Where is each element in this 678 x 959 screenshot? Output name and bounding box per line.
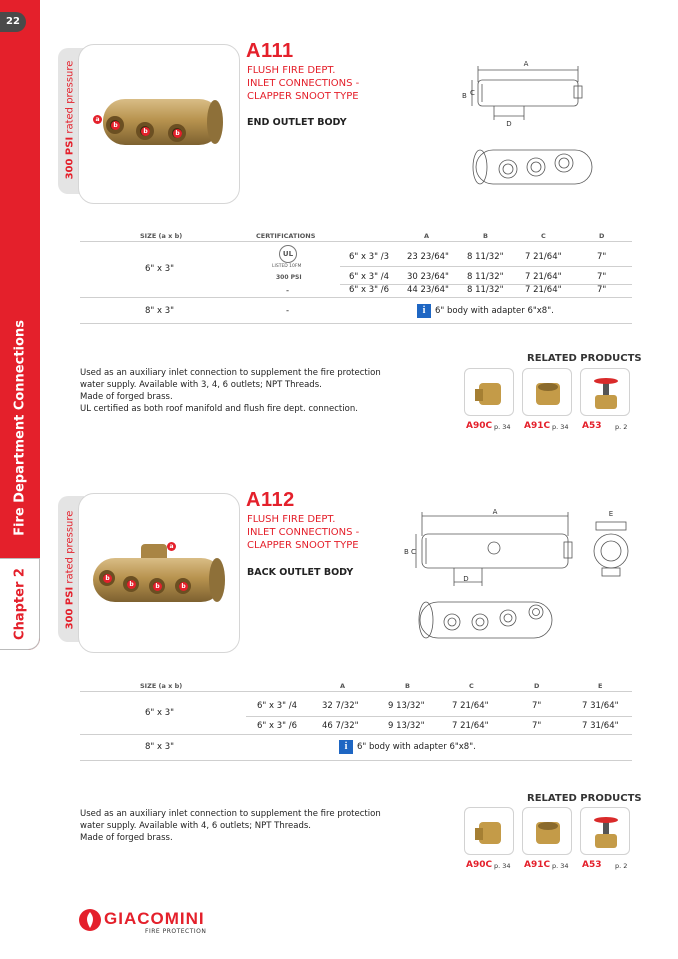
pressure-label: 300 PSI rated pressure [64,510,76,630]
row-b: 9 13/32" [388,701,425,711]
product-code: A112 [246,489,295,511]
dim-label-b: B [404,548,409,556]
giacomini-flame-icon [78,908,102,932]
brand-logo-subtitle: FIRE PROTECTION [145,928,207,935]
col-header-b: B [405,682,410,690]
valve-thumbnail [581,369,631,417]
table-note: 6" body with adapter 6"x8". [357,742,476,752]
body-type: END OUTLET BODY [247,117,347,128]
product-code: A111 [246,40,294,62]
fitting-thumbnail [523,808,573,856]
col-header-size: SIZE (a x b) [140,232,183,240]
row-e: 7 31/64" [582,701,619,711]
brand-logo-text: GIACOMINI [104,909,205,928]
cert-dash: - [286,286,290,296]
related-code[interactable]: A53 [582,421,602,431]
related-code[interactable]: A91C [524,421,551,431]
table-divider [246,716,632,717]
table-divider [340,266,632,267]
callout-a: a [93,115,102,124]
row-model: 6" x 3" /6 [257,721,298,731]
callout-b: b [127,580,136,589]
size-cell: 8" x 3" [145,306,175,316]
dim-label-d: D [463,575,469,583]
section-title: Fire Department Connections [12,320,28,536]
row-c: 7 21/64" [452,701,489,711]
row-c: 7 21/64" [525,285,562,295]
callout-b: b [103,574,112,583]
related-code[interactable]: A90C [466,860,493,870]
col-header-d: D [599,232,605,240]
callout-b: b [179,582,188,591]
product-subtitle: FLUSH FIRE DEPT. INLET CONNECTIONS - CLAPPER SNOOT TYPE [247,514,360,551]
related-page: p. 2 [615,423,628,431]
row-c: 7 21/64" [525,252,562,262]
info-icon: i [417,304,431,318]
product-image-panel [78,493,240,653]
back-outlet-body-photo [79,494,241,654]
col-header-certifications: CERTIFICATIONS [256,232,316,240]
row-a: 23 23/64" [407,252,449,262]
valve-thumbnail [581,808,631,856]
fitting-thumbnail [465,369,515,417]
col-header-b: B [483,232,488,240]
col-header-c: C [469,682,474,690]
dim-label-c: C [470,89,475,97]
related-code[interactable]: A90C [466,421,493,431]
row-e: 7 31/64" [582,721,619,731]
related-products-title: RELATED PRODUCTS [527,793,642,804]
product-image-panel [78,44,240,204]
fitting-thumbnail [523,369,573,417]
row-d: 7" [532,721,542,731]
row-d: 7" [597,272,607,282]
related-products-title: RELATED PRODUCTS [527,353,642,364]
row-c: 7 21/64" [452,721,489,731]
product-subtitle: FLUSH FIRE DEPT. INLET CONNECTIONS - CLAPPER SNOOT TYPE [247,65,360,102]
col-header-a: A [340,682,346,690]
dim-label-a: A [523,60,529,68]
fitting-thumbnail [465,808,515,856]
row-a: 30 23/64" [407,272,449,282]
col-header-c: C [541,232,546,240]
related-product-a53[interactable] [580,368,630,416]
end-outlet-body-photo [79,45,241,205]
row-d: 7" [532,701,542,711]
related-page: p. 34 [552,423,569,431]
row-d: 7" [597,285,607,295]
info-icon: i [339,740,353,754]
size-cell: 8" x 3" [145,742,175,752]
chapter-label: Chapter 2 [12,568,28,640]
related-page: p. 34 [552,862,569,870]
related-product-a90c[interactable] [464,368,514,416]
row-c: 7 21/64" [525,272,562,282]
technical-drawing [396,506,646,656]
related-product-a91c[interactable] [522,368,572,416]
related-page: p. 34 [494,862,511,870]
callout-a: a [167,542,176,551]
col-header-e: E [598,682,603,690]
dim-label-a: A [492,508,498,516]
dim-label-d: D [506,120,512,128]
dim-label-b: B [462,92,467,100]
row-d: 7" [597,252,607,262]
callout-b: b [111,121,120,130]
cert-listed: LISTED 10FM [272,264,302,269]
related-page: p. 34 [494,423,511,431]
table-divider [80,297,632,298]
row-model: 6" x 3" /3 [349,252,390,262]
product-description: Used as an auxiliary inlet connection to supplement the fire protection water supply. Available with 4, 6 outlets; NPT Threads. Made of forged brass. [80,809,381,843]
size-cell: 6" x 3" [145,264,175,274]
cert-psi: 300 PSI [276,274,302,281]
col-header-size: SIZE (a x b) [140,682,183,690]
row-a: 46 7/32" [322,721,359,731]
row-b: 8 11/32" [467,272,504,282]
table-divider [80,241,632,242]
callout-b: b [173,129,182,138]
related-code[interactable]: A91C [524,860,551,870]
row-model: 6" x 3" /4 [257,701,298,711]
body-type: BACK OUTLET BODY [247,567,354,578]
size-cell: 6" x 3" [145,708,175,718]
related-product-a90c[interactable] [464,807,514,855]
row-b: 8 11/32" [467,285,504,295]
col-header-d: D [534,682,540,690]
table-divider [80,323,632,324]
row-model: 6" x 3" /4 [349,272,390,282]
pressure-label: 300 PSI rated pressure [64,60,76,180]
ul-certification-icon: UL [279,245,297,263]
table-note: 6" body with adapter 6"x8". [435,306,554,316]
dim-label-c: C [411,548,416,556]
row-b: 8 11/32" [467,252,504,262]
page-number: 22 [0,12,26,32]
row-a: 32 7/32" [322,701,359,711]
related-page: p. 2 [615,862,628,870]
related-product-a53[interactable] [580,807,630,855]
callout-b: b [153,582,162,591]
related-product-a91c[interactable] [522,807,572,855]
cert-dash: - [286,306,290,316]
row-a: 44 23/64" [407,285,449,295]
row-b: 9 13/32" [388,721,425,731]
table-divider [80,691,632,692]
table-divider [80,734,632,735]
table-divider [80,760,632,761]
technical-drawing [448,58,608,208]
row-model: 6" x 3" /6 [349,285,390,295]
dim-label-e: E [608,510,614,518]
callout-b: b [141,127,150,136]
col-header-a: A [424,232,430,240]
related-code[interactable]: A53 [582,860,602,870]
product-description: Used as an auxiliary inlet connection to supplement the fire protection water supply. Available with 3, 4, 6 outlets; NPT Threads. Made of forged brass. UL certified as both roof manifold and flush fire dept. connection. [80,368,381,414]
